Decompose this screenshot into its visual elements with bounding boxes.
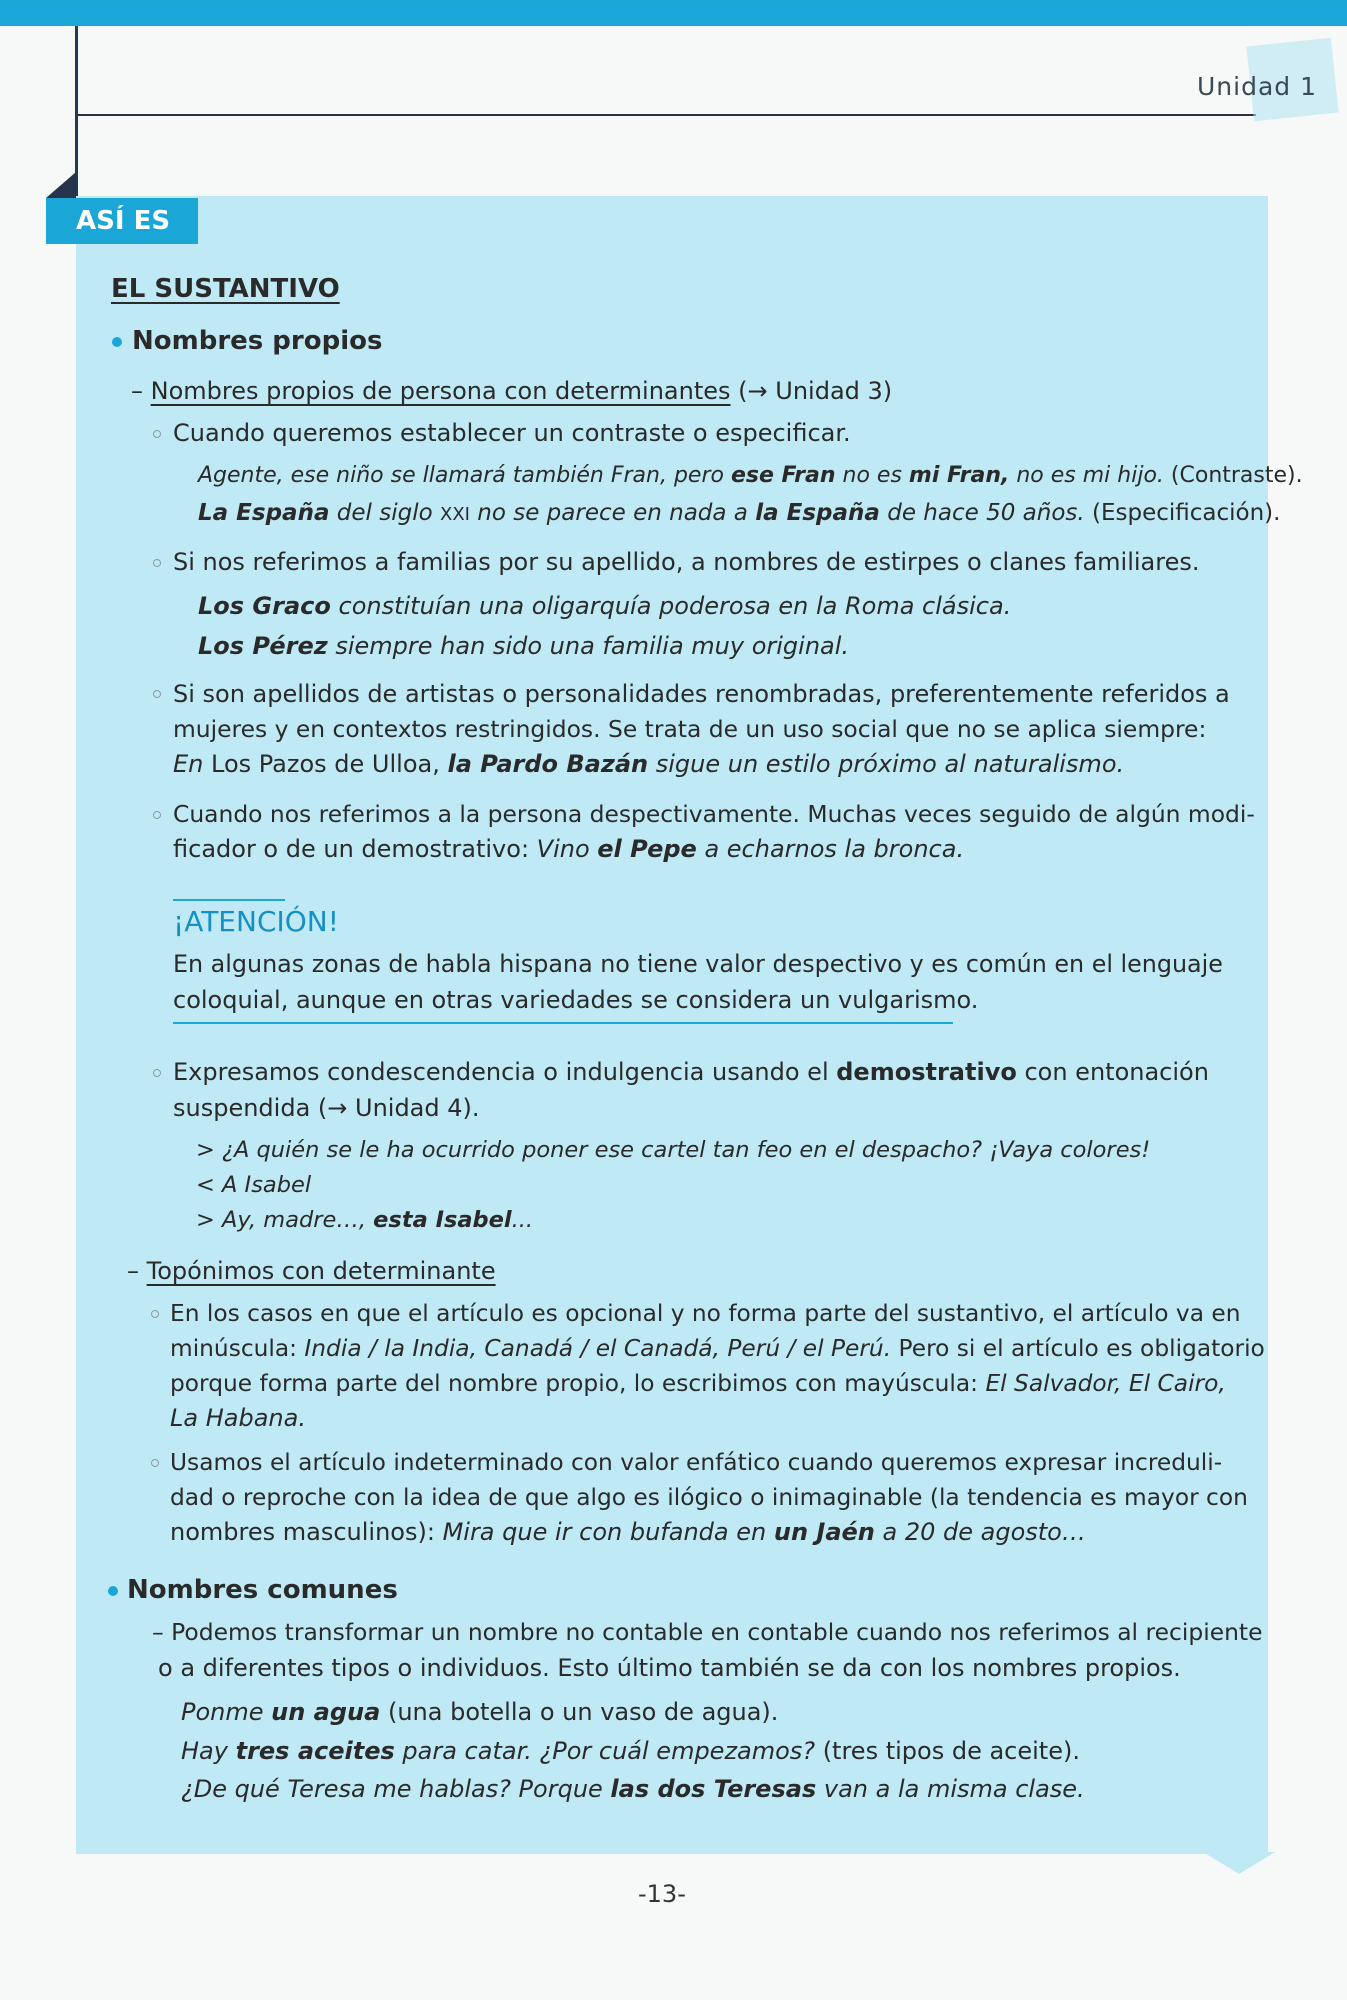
point-articulo-l3: porque forma parte del nombre propio, lo escribimos con mayúscula: El Salvador, El Cairo, bbox=[170, 1370, 1226, 1397]
example-line: Los Pérez siempre han sido una familia muy original. bbox=[198, 632, 850, 660]
heading-nombres-comunes: Nombres comunes bbox=[127, 1575, 398, 1605]
circle-bullet-icon bbox=[153, 430, 161, 438]
point-contraste: Cuando queremos establecer un contraste o especificar. bbox=[173, 419, 851, 447]
attention-text-l2: coloquial, aunque en otras variedades se considera un vulgarismo. bbox=[173, 986, 979, 1014]
badge-corner bbox=[46, 172, 76, 198]
point-despectivo-l2: ficador o de un demostrativo: Vino el Pepe a echarnos la bronca. bbox=[173, 835, 965, 863]
dialogue-line: > ¿A quién se le ha ocurrido poner ese cartel tan feo en el despacho? ¡Vaya colores! bbox=[196, 1137, 1151, 1163]
example-line: Agente, ese niño se llamará también Fran, pero ese Fran no es mi Fran, no es mi hijo. (Contraste). bbox=[198, 463, 1303, 488]
subheading-personas: – Nombres propios de persona con determinantes (→ Unidad 3) bbox=[131, 377, 893, 405]
bullet-icon bbox=[108, 1586, 118, 1596]
point-artistas-l3: En Los Pazos de Ulloa, la Pardo Bazán sigue un estilo próximo al naturalismo. bbox=[173, 750, 1125, 778]
point-artistas-l1: Si son apellidos de artistas o personalidades renombradas, preferentemente referidos a bbox=[173, 680, 1230, 708]
point-articulo-l1: En los casos en que el artículo es opcional y no forma parte del sustantivo, el artículo va en bbox=[170, 1300, 1241, 1327]
top-color-bar bbox=[0, 0, 1347, 26]
bullet-icon bbox=[112, 337, 122, 347]
point-enfatico-l3: nombres masculinos): Mira que ir con bufanda en un Jaén a 20 de agosto… bbox=[170, 1518, 1086, 1546]
panel-fold bbox=[1203, 1852, 1275, 1874]
point-articulo-l2: minúscula: India / la India, Canadá / el Canadá, Perú / el Perú. Pero si el artículo es obligatorio bbox=[170, 1335, 1265, 1362]
attention-bottom-rule bbox=[173, 1022, 953, 1024]
circle-bullet-icon bbox=[153, 559, 161, 567]
circle-bullet-icon bbox=[153, 690, 161, 698]
header-rule bbox=[76, 114, 1256, 116]
point-artistas-l2: mujeres y en contextos restringidos. Se trata de un uso social que no se aplica siempre: bbox=[173, 715, 1207, 743]
example-line: Hay tres aceites para catar. ¿Por cuál empezamos? (tres tipos de aceite). bbox=[181, 1737, 1080, 1765]
comunes-text-l1: – Podemos transformar un nombre no contable en contable cuando nos referimos al recipiente bbox=[152, 1618, 1263, 1646]
point-condescendencia-l2: suspendida (→ Unidad 4). bbox=[173, 1094, 480, 1122]
point-enfatico-l2: dad o reproche con la idea de que algo es ilógico o inimaginable (la tendencia es mayor con bbox=[170, 1484, 1248, 1511]
dialogue-line: > Ay, madre…, esta Isabel... bbox=[196, 1207, 534, 1233]
point-despectivo-l1: Cuando nos referimos a la persona despectivamente. Muchas veces seguido de algún modi- bbox=[173, 800, 1255, 828]
comunes-text-l2: o a diferentes tipos o individuos. Esto último también se da con los nombres propios. bbox=[158, 1654, 1181, 1682]
dialogue-line: < A Isabel bbox=[196, 1172, 312, 1198]
point-condescendencia-l1: Expresamos condescendencia o indulgencia usando el demostrativo con entonación bbox=[173, 1058, 1209, 1086]
unit-header: Unidad 1 bbox=[1197, 72, 1317, 101]
page-number: -13- bbox=[638, 1880, 686, 1908]
section-title: EL SUSTANTIVO bbox=[111, 274, 340, 304]
point-enfatico-l1: Usamos el artículo indeterminado con valor enfático cuando queremos expresar increduli- bbox=[170, 1449, 1223, 1476]
point-articulo-l4: La Habana. bbox=[170, 1404, 306, 1432]
example-line: Los Graco constituían una oligarquía poderosa en la Roma clásica. bbox=[198, 592, 1012, 620]
section-badge: ASÍ ES bbox=[46, 198, 198, 244]
circle-bullet-icon bbox=[151, 1310, 159, 1318]
attention-top-rule bbox=[173, 899, 285, 901]
circle-bullet-icon bbox=[153, 1069, 161, 1077]
circle-bullet-icon bbox=[151, 1459, 159, 1467]
attention-title: ¡ATENCIÓN! bbox=[173, 905, 339, 938]
example-line: La España del siglo XXI no se parece en nada a la España de hace 50 años. (Especificación). bbox=[198, 500, 1281, 526]
attention-text-l1: En algunas zonas de habla hispana no tiene valor despectivo y es común en el lenguaje bbox=[173, 950, 1223, 978]
circle-bullet-icon bbox=[153, 811, 161, 819]
example-line: ¿De qué Teresa me hablas? Porque las dos Teresas van a la misma clase. bbox=[181, 1775, 1085, 1803]
point-familias: Si nos referimos a familias por su apellido, a nombres de estirpes o clanes familiares. bbox=[173, 548, 1200, 576]
margin-vertical-line bbox=[75, 26, 78, 196]
example-line: Ponme un agua (una botella o un vaso de agua). bbox=[181, 1698, 779, 1726]
heading-nombres-propios: Nombres propios bbox=[132, 326, 383, 356]
subheading-toponimos: – Topónimos con determinante bbox=[127, 1257, 496, 1285]
